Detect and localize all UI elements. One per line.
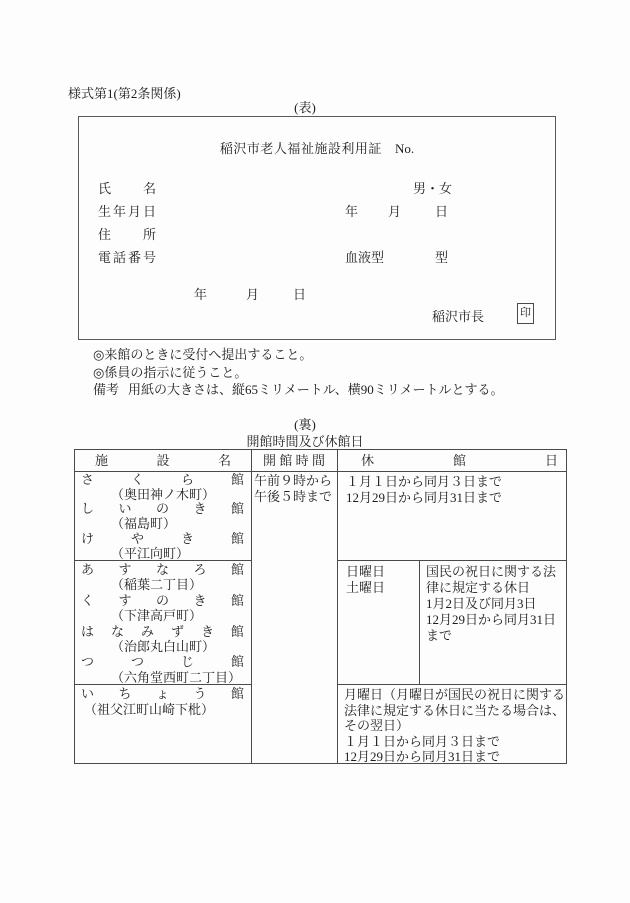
closed-line: 月曜日（月曜日が国民の祝日に関する — [344, 687, 566, 702]
issue-date-row — [98, 284, 545, 300]
facility-name: け や き 館 — [81, 530, 244, 546]
blood-type-label: 血液型 — [345, 250, 385, 265]
birthdate-row — [98, 201, 545, 217]
closed-line: １月１日から同月３日まで — [344, 733, 501, 749]
phone-row — [98, 247, 545, 263]
address-row — [98, 224, 545, 240]
closed-line: 国民の祝日に関する法 — [426, 564, 557, 579]
facility-name: く す の き 館 — [81, 592, 244, 608]
note-submit: ◎来館のときに受付へ提出すること。 — [93, 347, 313, 362]
facility-location: （平江向町） — [111, 545, 190, 561]
note-follow-staff: ◎係員の指示に従うこと。 — [93, 365, 248, 380]
facility-location: （福島町） — [111, 516, 177, 532]
card-number-label: No. — [394, 141, 415, 156]
closed-days-group-1 — [337, 471, 575, 563]
closed-day: 土曜日 — [346, 580, 386, 595]
usage-card-box — [78, 116, 556, 340]
card-title-row — [79, 138, 555, 157]
closed-line: 律に規定する休日 — [426, 580, 531, 595]
birth-year-label: 年 — [345, 204, 359, 219]
header-facility: 施 設 名 — [95, 453, 231, 468]
closed-line: 12月29日から同月31日まで — [346, 490, 503, 505]
closed-line: 12月29日から同月31日まで — [344, 749, 501, 765]
facility-group-3 — [75, 684, 251, 765]
hours-open: 午前９時から — [254, 473, 333, 488]
closed-line: 12月29日から同月31日 — [426, 612, 557, 627]
issue-day-label: 日 — [293, 287, 307, 302]
remark-line — [93, 379, 503, 398]
form-number: 様式第1(第2条関係) — [68, 86, 181, 101]
header-closed-days: 休 館 日 — [361, 453, 558, 468]
name-label: 氏 名 — [98, 181, 156, 196]
blood-type-suffix: 型 — [435, 250, 449, 265]
closed-line: １月１日から同月３日まで — [346, 474, 503, 489]
facility-group-2 — [75, 560, 251, 686]
closed-day: 日曜日 — [346, 564, 386, 579]
birth-month-label: 月 — [388, 204, 402, 219]
front-side-label: (表) — [294, 100, 316, 115]
closed-line: 法律に規定する休日に当たる場合は、 — [344, 702, 566, 718]
facility-location: （下津高戸町） — [111, 608, 203, 624]
name-row — [98, 178, 545, 194]
phone-label: 電 話 番 号 — [98, 250, 156, 265]
closed-line: その翌日） — [344, 718, 410, 734]
remark-label: 備考 — [93, 382, 120, 397]
facility-location: （祖父江町山崎下枇） — [84, 701, 215, 717]
closed-line: まで — [426, 628, 453, 643]
facility-name: あ す な ろ 館 — [81, 562, 244, 577]
table-title: 開館時間及び休館日 — [246, 434, 364, 449]
issue-month-label: 月 — [246, 287, 260, 302]
card-title: 稲沢市老人福祉施設利用証 — [219, 141, 382, 156]
sex-value: 男・女 — [413, 181, 453, 196]
facility-location: （治郎丸白山町） — [111, 639, 216, 655]
issue-year-label: 年 — [194, 287, 208, 302]
closed-detail-group-2 — [419, 560, 573, 688]
closed-weekdays-group-2 — [337, 560, 428, 688]
facility-name: し い の き 館 — [81, 501, 244, 517]
opening-hours-table — [74, 449, 567, 764]
closed-line: 1月2日及び同月3日 — [426, 596, 537, 611]
facility-location: （六角堂西町二丁目） — [111, 669, 242, 685]
facility-name: は な み ず き 館 — [81, 623, 244, 639]
seal-mark: 印 — [517, 303, 534, 324]
address-label: 住 所 — [98, 227, 156, 242]
facility-location: （稲葉二丁目） — [111, 577, 203, 593]
birthdate-label: 生 年 月 日 — [98, 204, 156, 219]
hours-cell — [251, 471, 340, 505]
facility-location: （奥田神ノ木町） — [111, 486, 216, 502]
facility-group-1 — [75, 471, 251, 562]
closed-days-group-3 — [337, 684, 574, 766]
back-side-label: (裏) — [294, 417, 316, 432]
facility-name: つ つ じ 館 — [81, 654, 244, 670]
facility-name: さ く ら 館 — [81, 472, 244, 487]
birth-day-label: 日 — [435, 204, 449, 219]
header-hours: 開 館 時 間 — [263, 453, 325, 468]
facility-name: い ち ょ う 館 — [81, 686, 244, 701]
remark-text: 用紙の大きさは、縦65ミリメートル、横90ミリメートルとする。 — [128, 382, 504, 397]
issuer-name: 稲沢市長 — [432, 309, 485, 324]
hours-close: 午後５時まで — [254, 489, 333, 504]
